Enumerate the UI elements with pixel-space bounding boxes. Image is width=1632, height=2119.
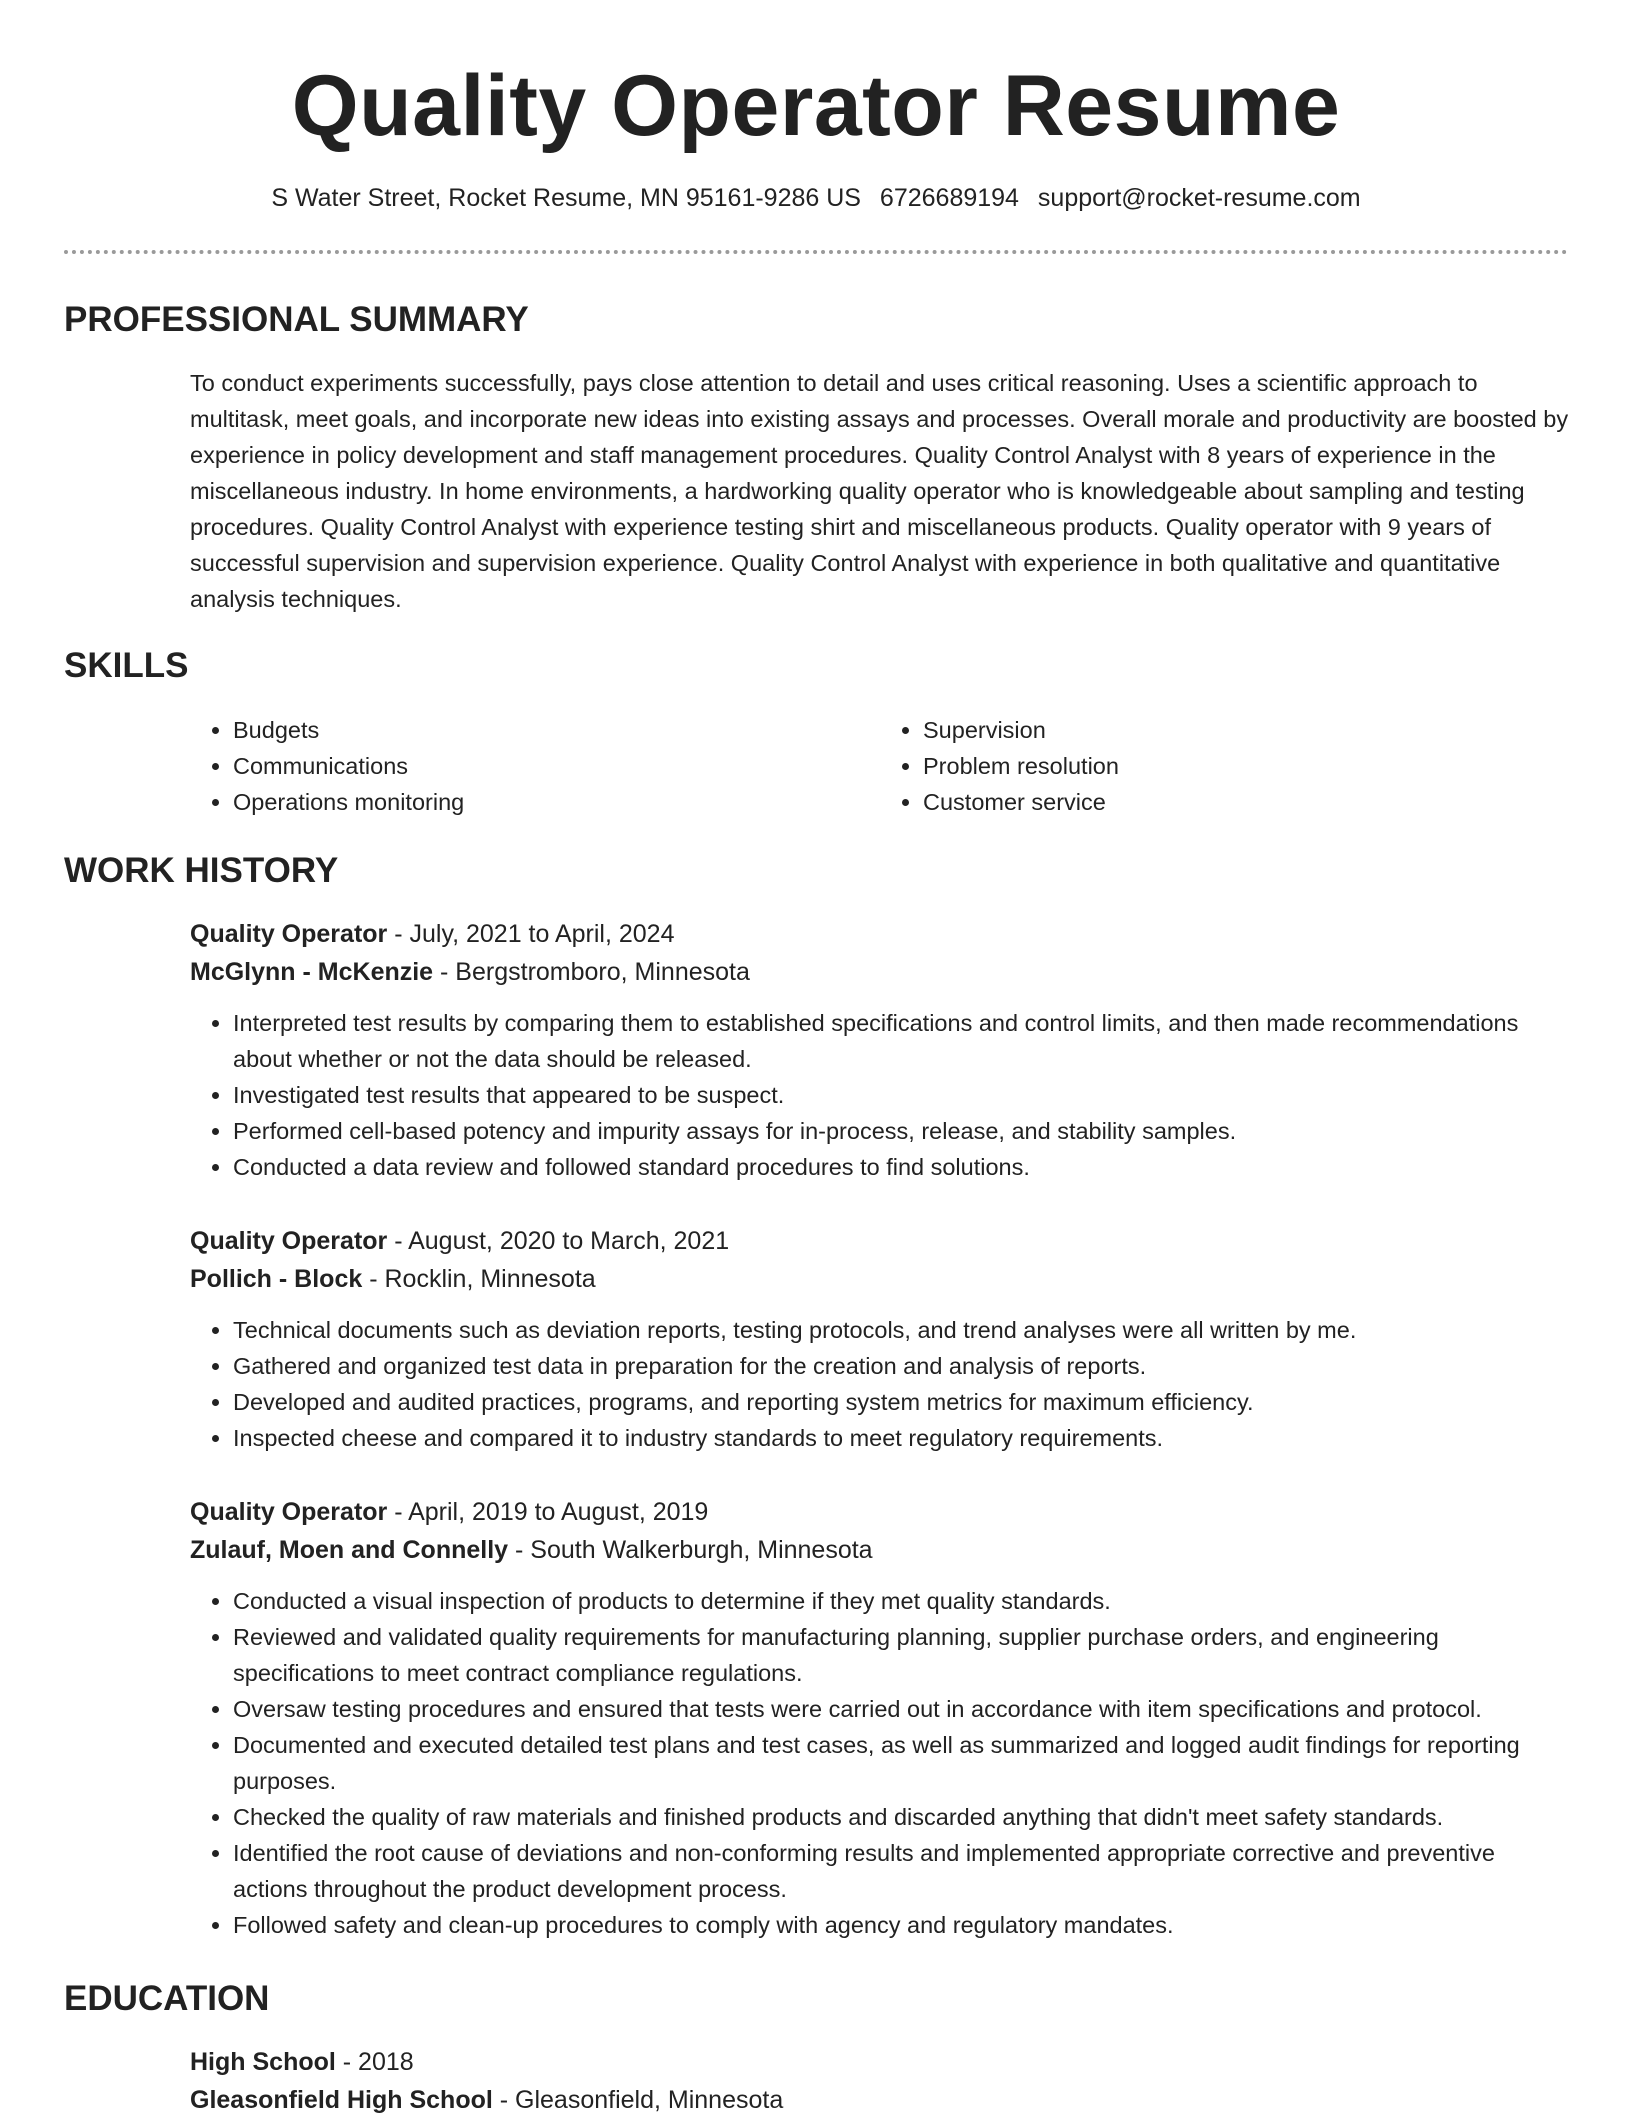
skills-column-left: [190, 712, 880, 820]
job-title-line: [190, 1222, 1570, 1260]
education-degree-line: [190, 2043, 1570, 2081]
contact-phone: 6726689194: [879, 184, 1019, 212]
education-degree: High School: [190, 2048, 336, 2076]
job-entry: [190, 1493, 1570, 1943]
contact-line: [0, 180, 1632, 216]
education-entry: [190, 2043, 1570, 2119]
header-divider: [64, 250, 1568, 254]
education-heading: EDUCATION: [64, 1979, 270, 2018]
skill-item: • Budgets: [233, 712, 880, 748]
skill-item: • Customer service: [923, 784, 1570, 820]
job-entry: [190, 915, 1570, 1185]
work-heading: WORK HISTORY: [64, 851, 339, 890]
job-bullet: • Investigated test results that appeared to be suspect.: [233, 1077, 1570, 1113]
job-bullet: • Performed cell-based potency and impurity assays for in-process, release, and stability samples.: [233, 1113, 1570, 1149]
education-school-line: [190, 2081, 1570, 2119]
job-location: - South Walkerburgh, Minnesota: [508, 1536, 873, 1564]
summary-text: To conduct experiments successfully, pays close attention to detail and uses critical reasoning. Uses a scientific approach to multitask, meet goals, and incorporate new ideas into existing assays and processes. Overall morale and productivity are boosted by experience in policy development and staff management procedures. Quality Control Analyst with 8 years of experience in the miscellaneous industry. In home environments, a hardworking quality operator who is knowledgeable about sampling and testing procedures. Quality Control Analyst with experience testing shirt and miscellaneous products. Quality operator with 9 years of successful supervision and supervision experience. Quality Control Analyst with experience in both qualitative and quantitative analysis techniques.: [190, 370, 1569, 612]
education-location: - Gleasonfield, Minnesota: [492, 2086, 784, 2114]
job-dates: - July, 2021 to April, 2024: [387, 920, 675, 948]
skill-item: • Supervision: [923, 712, 1570, 748]
skill-item: • Problem resolution: [923, 748, 1570, 784]
job-dates: - August, 2020 to March, 2021: [387, 1227, 730, 1255]
job-title: Quality Operator: [190, 920, 388, 948]
resume-title: Quality Operator Resume: [291, 58, 1341, 154]
job-entry: [190, 1222, 1570, 1456]
job-bullet: • Inspected cheese and compared it to industry standards to meet regulatory requirements.: [233, 1420, 1570, 1456]
job-bullet: • Identified the root cause of deviations and non-conforming results and implemented appropriate corrective and preventive actions throughout the product development process.: [233, 1835, 1570, 1907]
contact-address: S Water Street, Rocket Resume, MN 95161-9286 US: [271, 184, 861, 212]
job-bullets: [190, 1005, 1570, 1185]
summary-heading: PROFESSIONAL SUMMARY: [64, 300, 529, 339]
job-company-line: [190, 1260, 1570, 1298]
job-company-line: [190, 1531, 1570, 1569]
job-title-line: [190, 1493, 1570, 1531]
job-dates: - April, 2019 to August, 2019: [387, 1498, 709, 1526]
job-bullet: • Developed and audited practices, programs, and reporting system metrics for maximum efficiency.: [233, 1384, 1570, 1420]
job-bullet: • Gathered and organized test data in preparation for the creation and analysis of reports.: [233, 1348, 1570, 1384]
skills-heading: SKILLS: [64, 646, 189, 685]
job-title-line: [190, 915, 1570, 953]
job-bullet: • Conducted a data review and followed standard procedures to find solutions.: [233, 1149, 1570, 1185]
job-bullets: [190, 1583, 1570, 1943]
education-school: Gleasonfield High School: [190, 2086, 493, 2114]
job-bullet: • Conducted a visual inspection of products to determine if they met quality standards.: [233, 1583, 1570, 1619]
skills-column-right: [880, 712, 1570, 820]
job-location: - Rocklin, Minnesota: [362, 1265, 596, 1293]
contact-email: support@rocket-resume.com: [1037, 184, 1361, 212]
job-bullet: • Followed safety and clean-up procedures to comply with agency and regulatory mandates.: [233, 1907, 1570, 1943]
job-bullets: [190, 1312, 1570, 1456]
job-bullet: • Technical documents such as deviation reports, testing protocols, and trend analyses were all written by me.: [233, 1312, 1570, 1348]
job-company-line: [190, 953, 1570, 991]
job-title: Quality Operator: [190, 1498, 388, 1526]
job-bullet: • Checked the quality of raw materials and finished products and discarded anything that didn't meet safety standards.: [233, 1799, 1570, 1835]
job-bullet: • Interpreted test results by comparing them to established specifications and control limits, and then made recommendations about whether or not the data should be released.: [233, 1005, 1570, 1077]
job-bullet: • Oversaw testing procedures and ensured that tests were carried out in accordance with item specifications and protocol.: [233, 1691, 1570, 1727]
job-company: Pollich - Block: [190, 1265, 363, 1293]
job-company: McGlynn - McKenzie: [190, 958, 434, 986]
job-bullet: • Documented and executed detailed test plans and test cases, as well as summarized and logged audit findings for reporting purposes.: [233, 1727, 1570, 1799]
skills-list: [190, 712, 1570, 820]
job-bullet: • Reviewed and validated quality requirements for manufacturing planning, supplier purchase orders, and engineering specifications to meet contract compliance regulations.: [233, 1619, 1570, 1691]
skill-item: • Operations monitoring: [233, 784, 880, 820]
job-location: - Bergstromboro, Minnesota: [433, 958, 750, 986]
skill-item: • Communications: [233, 748, 880, 784]
job-company: Zulauf, Moen and Connelly: [190, 1536, 509, 1564]
education-year: - 2018: [335, 2048, 414, 2076]
job-title: Quality Operator: [190, 1227, 388, 1255]
